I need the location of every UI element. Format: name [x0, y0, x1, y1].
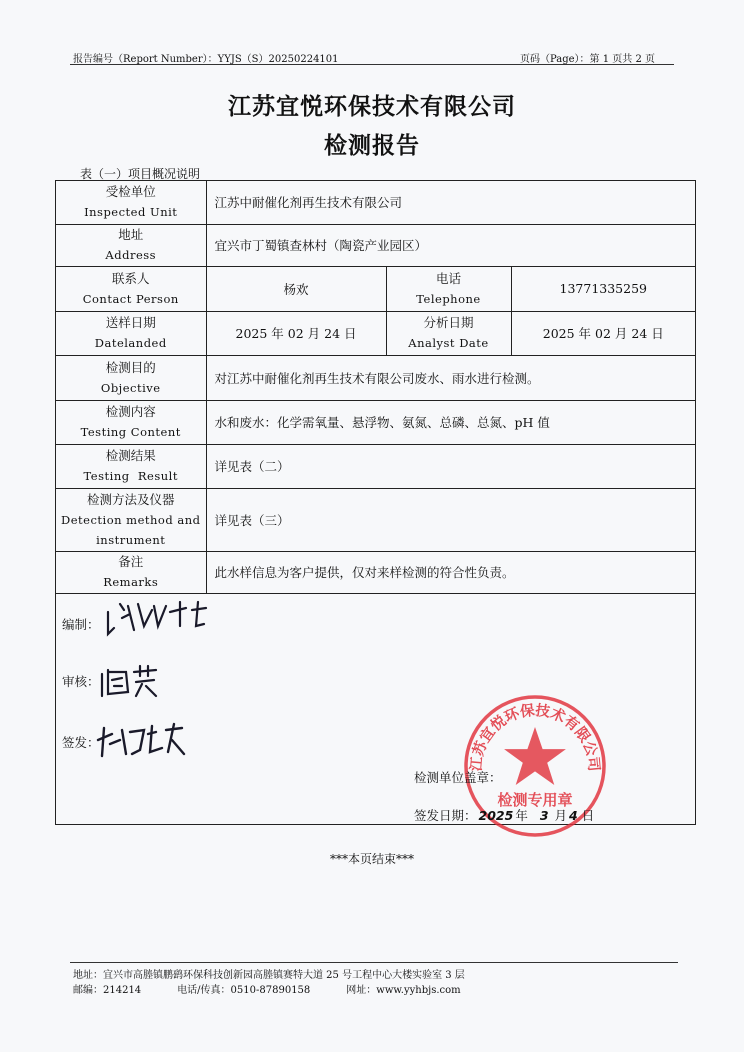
label-telephone: 电话 Telephone — [386, 266, 511, 311]
reviewed-signature — [96, 664, 166, 700]
label-remarks: 备注 Remarks — [56, 551, 206, 593]
value-objective: 对江苏中耐催化剂再生技术有限公司废水、雨水进行检测。 — [206, 355, 695, 400]
value-inspected-unit: 江苏中耐催化剂再生技术有限公司 — [206, 181, 695, 224]
value-date-landed: 2025 年 02 月 24 日 — [206, 311, 386, 355]
issue-date-year: 2025 — [478, 808, 514, 823]
svg-text:江苏宜悦环保技术有限公司: 江苏宜悦环保技术有限公司 — [468, 702, 602, 773]
company-name: 江苏宜悦环保技术有限公司 — [228, 93, 516, 120]
label-method: 检测方法及仪器 Detection method and instrument — [56, 488, 206, 551]
page-end-marker: ***本页结束*** — [329, 852, 414, 866]
footer-contact — [73, 981, 461, 996]
label-objective: 检测目的 Objective — [56, 355, 206, 400]
report-number: 报告编号（Report Number）：YYJS（S）20250224101 — [73, 54, 339, 65]
reviewed-by-label: 审核： — [62, 674, 100, 689]
value-remarks: 此水样信息为客户提供，仅对来样检测的符合性负责。 — [206, 551, 695, 593]
footer-divider — [70, 962, 678, 963]
project-overview-table — [56, 181, 695, 594]
label-date-landed: 送样日期 Datelanded — [56, 311, 206, 355]
table-row — [56, 181, 695, 224]
compiled-signature — [100, 596, 215, 638]
value-contact: 杨欢 — [206, 266, 386, 311]
label-contact: 联系人 Contact Person — [56, 266, 206, 311]
value-telephone: 13771335259 — [511, 266, 695, 311]
table-row — [56, 224, 695, 266]
header-divider — [70, 64, 674, 65]
label-testing-result: 检测结果 Testing Result — [56, 444, 206, 488]
footer-address: 地址：宜兴市高塍镇鹏鹞环保科技创新园高塍镇赛特大道 25 号工程中心大楼实验室 3 层 — [73, 970, 465, 981]
seal-label: 检测单位盖章： — [414, 770, 502, 785]
value-address: 宜兴市丁蜀镇查林村（陶瓷产业园区） — [206, 224, 695, 266]
value-testing-content: 水和废水：化学需氧量、悬浮物、氨氮、总磷、总氮、pH 值 — [206, 400, 695, 444]
value-testing-result: 详见表（二） — [206, 444, 695, 488]
label-address: 地址 Address — [56, 224, 206, 266]
table-row — [56, 266, 695, 311]
svg-text:检测专用章: 检测专用章 — [497, 791, 573, 809]
issued-signature — [92, 720, 188, 762]
table-row — [56, 551, 695, 593]
issued-by-label: 签发： — [62, 735, 100, 750]
compiled-by-label: 编制： — [62, 617, 100, 632]
table-row — [56, 488, 695, 551]
table-row — [56, 400, 695, 444]
footer-postcode: 邮编：214214 — [73, 985, 142, 996]
table-row — [56, 444, 695, 488]
footer-phone: 电话/传真：0510-87890158 — [177, 985, 311, 996]
table-row — [56, 311, 695, 355]
value-method: 详见表（三） — [206, 488, 695, 551]
label-testing-content: 检测内容 Testing Content — [56, 400, 206, 444]
value-analyst-date: 2025 年 02 月 24 日 — [511, 311, 695, 355]
footer-website: 网址：www.yyhbjs.com — [346, 985, 461, 996]
page-indicator: 页码（Page）：第 1 页共 2 页 — [520, 54, 655, 65]
table-caption: 表（一）项目概况说明 — [80, 167, 201, 181]
document-title: 检测报告 — [324, 132, 420, 159]
label-analyst-date: 分析日期 Analyst Date — [386, 311, 511, 355]
label-inspected-unit: 受检单位 Inspected Unit — [56, 181, 206, 224]
issue-date-month: 3 — [539, 808, 549, 823]
issue-date-label: 签发日期： — [414, 808, 477, 823]
table-row — [56, 355, 695, 400]
issue-date-day: 4 — [569, 808, 578, 823]
issue-date: 签发日期： 2025 年 3 月 4 日 — [414, 808, 595, 823]
